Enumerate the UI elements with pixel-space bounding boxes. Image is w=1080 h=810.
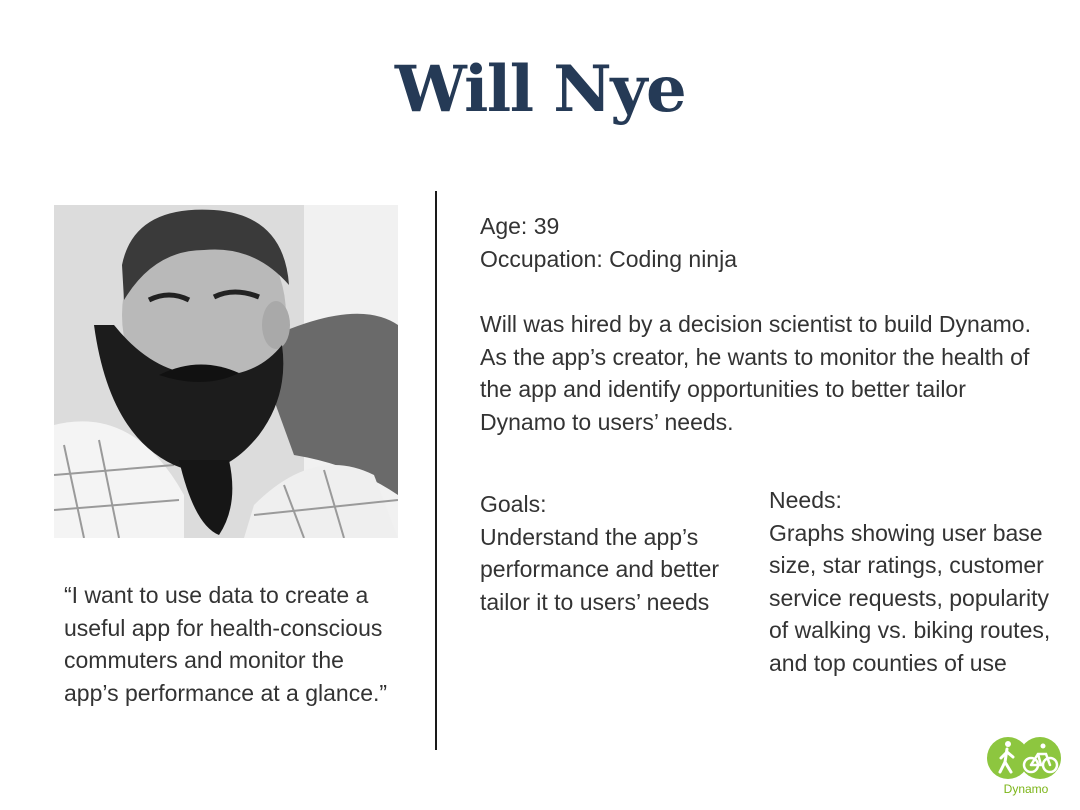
goals-text: Understand the app’s performance and better tailor it to users’ needs bbox=[480, 523, 720, 615]
dynamo-logo-label: Dynamo bbox=[1003, 782, 1049, 796]
persona-photo bbox=[54, 205, 398, 538]
persona-name: Will Nye bbox=[394, 52, 686, 127]
needs-section bbox=[769, 484, 1069, 679]
needs-label: Needs: bbox=[769, 487, 842, 513]
occupation-line: Occupation: Coding ninja bbox=[480, 245, 737, 272]
persona-details bbox=[480, 210, 1040, 275]
vertical-divider bbox=[435, 191, 437, 750]
goals-section bbox=[480, 488, 750, 618]
needs-text: Graphs showing user base size, star ratings, customer service requests, popularity of walking vs. biking routes, and top counties of use bbox=[769, 519, 1051, 676]
persona-quote: “I want to use data to create a useful app for health-conscious commuters and monitor the app’s performance at a glance.” bbox=[64, 582, 388, 706]
goals-label: Goals: bbox=[480, 491, 547, 517]
persona-bio: Will was hired by a decision scientist to build Dynamo. As the app’s creator, he wants to monitor the health of the app and identify opportunities to better tailor Dynamo to users’ needs. bbox=[480, 311, 1031, 435]
age-line: Age: 39 bbox=[480, 213, 560, 239]
